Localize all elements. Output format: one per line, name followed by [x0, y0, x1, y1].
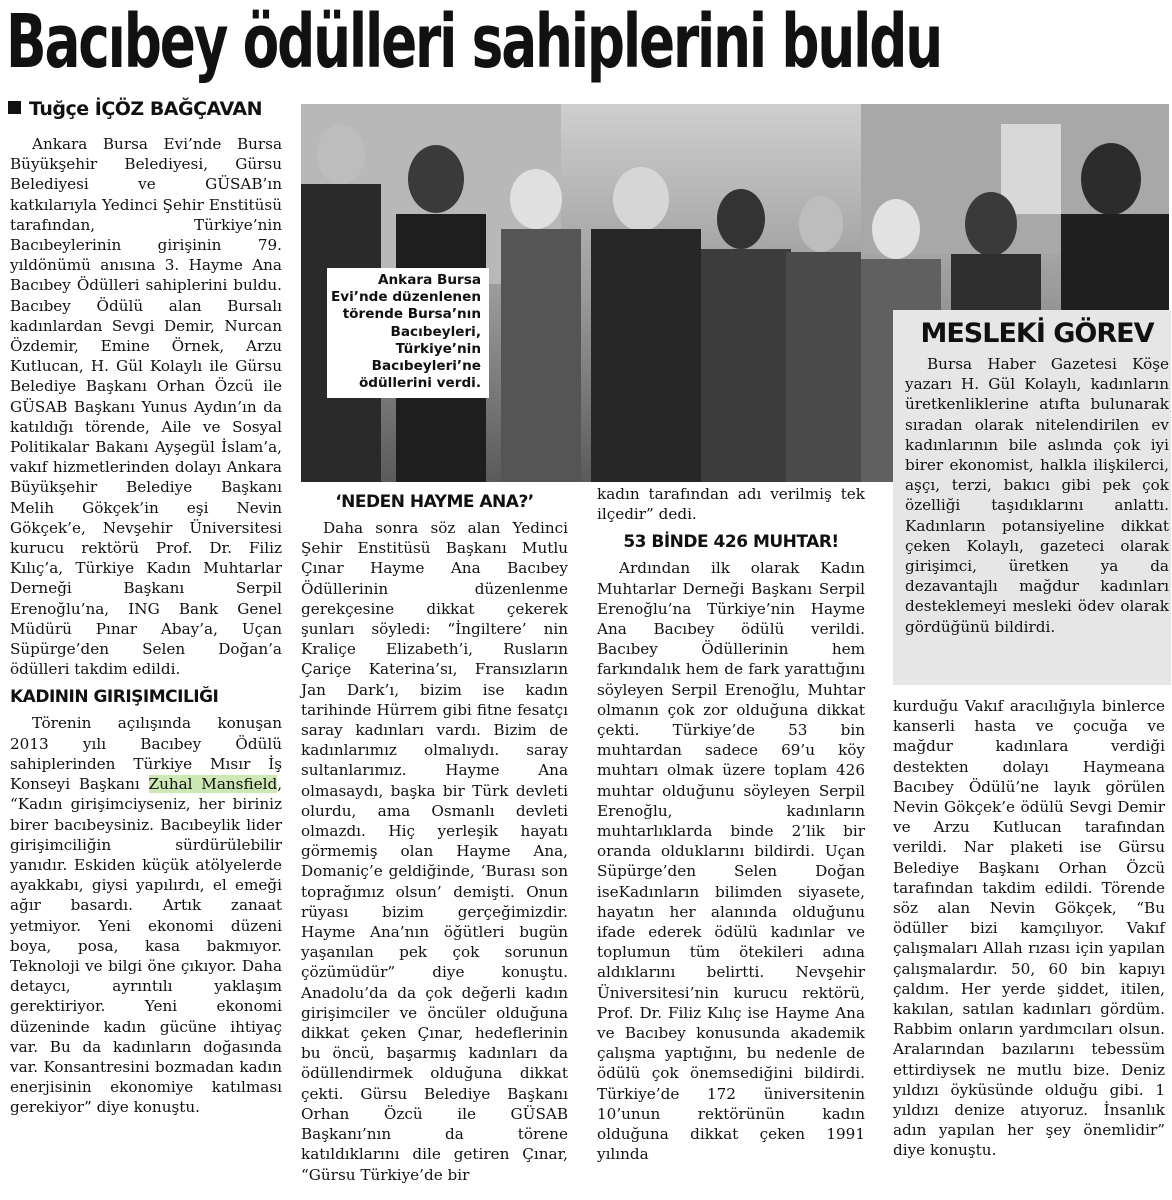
sidebar-box-title: MESLEKİ GÖREV	[920, 318, 1154, 349]
column-3	[597, 484, 865, 1165]
byline-author: Tuğçe İÇÖZ BAĞÇAVAN	[29, 98, 262, 120]
paragraph: kadın tarafından adı verilmiş tek ilçedir” dedi.	[597, 485, 865, 524]
paragraph-text: Törenin açılışında konuşan 2013 yılı Bacıbey Ödülü sahiplerinden Türkiye Mısır İş Konseyi Başkanı	[10, 714, 282, 794]
byline	[8, 98, 262, 120]
byline-square-icon	[8, 101, 21, 114]
subhead-neden-hayme-ana: ‘NEDEN HAYME ANA?’	[335, 492, 534, 512]
paragraph: Daha sonra söz alan Yedinci Şehir Enstitüsü Başkanı Mutlu Çınar Hayme Ana Bacıbey Ödüllerinin düzenlenme gerekçesine dikkat çekerek şunları söyledi: “İngiltere’ nin Kraliçe Elizabeth’i, Rusların Çariçe Katerina’sı, Fransızların Jan Dark’ı, bizim ise kadın tarihinde Hürrem gibi fitne fesatçı saray kadınları vardı. Bizim de kadınlarımız olmalıydı. saray sultanlarımız. Hayme Ana olmasaydı, başka bir Türk devleti olurdu, ama Osmanlı devleti olmazdı. Hiç yerleşik hayatı görmemiş olan Hayme Ana, Domaniç’e geldiğinde, ‘Burası son toprağımız olsun’ demişti. Onun rüyası bizim gerçeğimizdir. Hayme Ana’nın öğütleri bugün yaşanılan pek çok sorunun çözümüdür” diye konuştu. Anadolu’da da çok değerli kadın girişimciler ve öncüler olduğuna dikkat çeken Çınar, hedeflerinin bu öncü, başarmış kadınları da ödüllendirmek olduğuna dikkat çekti. Gürsu Belediye Başkanı Orhan Özcü ile GÜSAB Başkanı’nın da törene katıldıklarını dile getiren Çınar, “Gürsu Türkiye’de bir	[301, 519, 568, 1184]
column-4	[893, 696, 1165, 1161]
photo-caption: Ankara Bursa Evi’nde düzenlenen törende Bursa’nın Bacıbeyleri, Türkiye’nin Bacıbeyleri’ne ödüllerini verdi.	[327, 268, 489, 398]
subhead-53-binde-426-muhtar: 53 BİNDE 426 MUHTAR!	[623, 532, 839, 553]
paragraph: Ardından ilk olarak Kadın Muhtarlar Derneği Başkanı Serpil Erenoğlu’na Türkiye’nin Hayme Ana Bacıbey ödülü verildi. Bacıbey Ödüllerinin hem farkındalık hem de fark yarattığını söyleyen Serpil Erenoğlu, Muhtar olmanın çok zor olduğuna dikkat çekti. Türkiye’de 53 bin muhtardan sadece 69’u köy muhtarı olmak üzere toplam 426 muhtar olduğunu söyleyen Serpil Erenoğlu, kadınların muhtarlıklarda binde 2’lik bir oranda olduklarını bildirdi. Uçan Süpürge’den Selen Doğan iseKadınların bilimden siyasete, hayatın her alanında olduğunu ifade ederek ödülü kadınlar ve toplumun tüm ötekileri adına aldıklarını belirtti. Nevşehir Üniversitesi’nin kurucu rektörü, Prof. Dr. Filiz Kılıç ise Hayme Ana ve Bacıbey konusunda akademik çalışma yaptığını, bu nedenle de ödülü çok önemsediğini bildirdi. Türkiye’de 172 üniversitenin 10’unun rektörünün kadın olduğuna dikkat çeken 1991 yılında	[597, 559, 865, 1164]
paragraph: kurduğu Vakıf aracılığıyla binlerce kanserli hasta ve çocuğa ve mağdur kadınlara verdiği destekten dolayı Haymeana Bacıbey Ödülü’ne layık görülen Nevin Gökçek’e ödülü Sevgi Demir ve Arzu Kutlucan tarafından verildi. Nar plaketi ise Gürsu Belediye Başkanı Orhan Özcü tarafından takdim edildi. Törende söz alan Nevin Gökçek, “Bu ödüller bizi kamçılıyor. Vakıf çalışmaları Allah rızası için yapılan çalışmalardır. 50, 60 bin kapıyı çaldım. Her yerde şiddet, itilen, kakılan, satılan kadınları gördüm. Rabbim onların yardımcıları olsun. Aralarından bazılarını tebessüm ettirdiysek ne mutlu bize. Deniz yıldızı öyküsünde olduğu gibi. 1 yıldızı denize atıyoruz. İnsanlık adın yapılan her şey önemlidir” diye konuştu.	[893, 697, 1165, 1160]
subhead-kadinin-girisimciligi: KADININ GIRIŞIMCILIĞI	[10, 687, 219, 708]
lead-paragraph: Ankara Bursa Evi’nde Bursa Büyükşehir Belediyesi, Gürsu Belediyesi ve GÜSAB’ın katkılarıyla Yedinci Şehir Enstitüsü tarafından, Türkiye’nin Bacıbeylerinin girişinin 79. yıldönümü anısına 3. Hayme Ana Bacıbey Ödülleri sahiplerini buldu. Bacıbey Ödülü alan Bursalı kadınlardan Sevgi Demir, Nurcan Özdemir, Emine Örnek, Arzu Kutlucan, H. Gül Kolaylı ile Gürsu Belediye Başkanı Orhan Özcü ile GÜSAB Başkanı Yunus Aydın’ın da katıldığı törende, Aile ve Sosyal Politikalar Bakanı Ayşegül İslam’a, vakıf hizmetlerinden dolayı Ankara Büyükşehir Belediye Başkanı Melih Gökçek’in eşi Nevin Gökçek’e, Nevşehir Üniversitesi kurucu rektörü Prof. Dr. Filiz Kılıç’a, Türkiye Kadın Muhtarlar Derneği Başkanı Serpil Erenoğlu’na, ING Bank Genel Müdürü Pınar Abay’a, Uçan Süpürge’den Selen Doğan’a ödülleri takdim edildi.	[10, 135, 282, 679]
paragraph	[10, 713, 282, 1117]
column-2	[301, 484, 568, 1185]
headline: Bacıbey ödülleri sahiplerini buldu	[6, 0, 942, 85]
paragraph-text: , “Kadın girişimciyseniz, her biriniz birer bacıbeysiniz. Bacıbeylik lider girişimciliğin sürdürülebilir yanıdır. Eskiden küçük atölyelerde ayakkabı, giysi yapılırdı, el emeği ağır basardı. Artık zanaat yetmiyor. Yeni ekonomi düzeni boya, posa, kasa bakmıyor. Teknoloji ve bilgi öne çıkıyor. Daha detaycı, ayrıntılı yaklaşım gerektiriyor. Yeni ekonomi düzeninde kadın gücüne ihtiyaç var. Bu da kadınların doğasında var. Konsantresini bozmadan kadın enerjisinin ekonomiye katılması gerekiyor” diye konuştu.	[10, 775, 283, 1117]
column-1	[10, 134, 282, 1118]
sidebar-box-text: Bursa Haber Gazetesi Köşe yazarı H. Gül Kolaylı, kadınların üretkenliklerine atıfta bulunarak sıradan olarak nitelendirilen ev kadınlarının bile aslında çok iyi birer ekonomist, halkla ilişkilerci, aşçı, terzi, bakıcı gibi pek çok özelliği taşıdıklarını anlattı. Kadınların potansiyeline dikkat çeken Kolaylı, gazeteci olarak girişimci, üretken ya da dezavantajlı mağdur kadınları desteklemeyi mesleki ödev olarak gördüğünü bildirdi.	[905, 355, 1169, 636]
sidebar-box	[893, 310, 1171, 685]
highlighted-name: Zuhal Mansfield	[148, 775, 278, 794]
